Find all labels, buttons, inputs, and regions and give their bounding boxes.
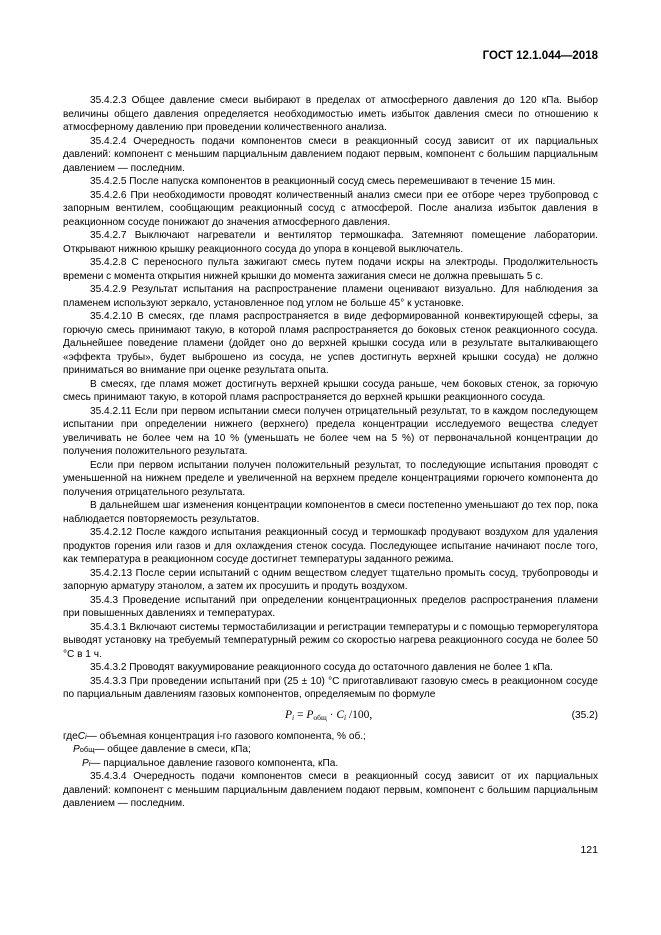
formula-35-2 [63, 704, 598, 730]
paragraph: 35.4.3.4 Очередность подачи компонентов смеси в реакционный сосуд зависит от их парциальных давлений: компонент с меньшим парциальным давлением подают первым, компонент с большим парциальным давлением — последним. [63, 771, 598, 809]
paragraph: 35.4.3.3 При проведении испытаний при (25 ± 10) °С приготавливают газовую смесь в реакционном сосуде по парциальным давлениям газовых компонентов, определяемым по формуле [63, 675, 598, 700]
paragraph: 35.4.3.2 Проводят вакуумирование реакционного сосуда до остаточного давления не более 1 кПа. [90, 662, 553, 673]
formula-expression: $P_i = P_{общ} \cdot C_i$ /100, [285, 708, 373, 722]
formula-number: (35.2) [571, 709, 598, 721]
legend-subscript: i [88, 758, 91, 768]
legend-item [63, 743, 598, 757]
paragraph: 35.4.2.10 В смесях, где пламя распространяется в виде деформированной конвектирующей сферы, за горючую смесь принимают такую, в которой пламя распространяется до боковых стенок реакционного сосуда. Дальнейшее поведение пламени (дойдет оно до верхней крышки сосуда или в результате выталкивающего «эффекта трубы», будет выброшено из сосуда, не успев достигнуть верхней крышки сосуда) не должно приниматься во внимание при оценке результата опыта. [63, 311, 598, 376]
paragraph: Если при первом испытании получен положительный результат, то последующие испытания проводят с уменьшенной на нижнем пределе и увеличенной на верхнем пределе концентрациями горючего компонента до получения отрицательного результата. [63, 459, 598, 498]
paragraph: 35.4.3.1 Включают системы термостабилизации и регистрации температуры и с помощью терморегулятора выводят установку на требуемый температурный режим со скоростью нагрева реакционного сосуда не более 50 °С в 1 ч. [63, 621, 598, 660]
paragraph: В смесях, где пламя может достигнуть верхней крышки сосуда раньше, чем боковых стенок, за горючую смесь принимают такую, в которой пламя распространяется до верхней крышки реакционного сосуда. [63, 378, 598, 403]
paragraph: 35.4.2.6 При необходимости проводят количественный анализ смеси при ее отборе через трубопровод с запорным вентилем, сообщающим реакционный сосуд с атмосферой. После анализа избыток давления в реакционном сосуде понижают до значения атмосферного давления. [63, 189, 598, 228]
paragraph: 35.4.2.11 Если при первом испытании смеси получен отрицательный результат, то в каждом последующем испытании при определении нижнего (верхнего) предела концентрации исследуемого вещества следует увеличивать не более чем на 10 % (уменьшать не более чем на 5 %) от первоначальной концентрации до получения положительного результата. [63, 405, 598, 457]
legend-text: — объемная концентрация i-го газового компонента, % об.; [86, 730, 366, 742]
legend-item [63, 757, 598, 771]
page-number: 121 [580, 844, 598, 856]
legend-symbol: P [73, 744, 80, 755]
paragraph: 35.4.2.13 После серии испытаний с одним веществом следует тщательно промыть сосуд, трубопроводы и запорную арматуру этанолом, а затем их просушить и продуть воздухом. [63, 567, 598, 592]
legend-text: — общее давление в смеси, кПа; [94, 744, 251, 755]
legend-symbol: P [82, 757, 89, 769]
formula-legend [63, 730, 598, 771]
paragraph: 35.4.2.5 После напуска компонентов в реакционный сосуд смесь перемешивают в течение 15 мин. [90, 176, 556, 187]
paragraph: 35.4.2.8 С переносного пульта зажигают смесь путем подачи искры на электроды. Продолжительность времени с момента открытия нижней крышки до момента зажигания смеси не должна превышать 5 с. [63, 257, 598, 282]
paragraph: В дальнейшем шаг изменения концентрации компонентов в смеси постепенно уменьшают до тех пор, пока наблюдается повторяемость результатов. [63, 500, 598, 525]
legend-prefix: где [63, 730, 78, 742]
page-body [63, 94, 598, 811]
legend-text: — парциальное давление газового компонента, кПа. [90, 757, 339, 769]
paragraph: 35.4.3 Проведение испытаний при определении концентрационных пределов распространения пламени при повышенных давлениях и температурах. [63, 594, 598, 619]
legend-item [63, 730, 598, 744]
paragraph: 35.4.2.9 Результат испытания на распространение пламени оценивают визуально. Для наблюдения за пламенем используют зеркало, установленное под углом не больше 45° к установке. [63, 284, 598, 309]
standard-header: ГОСТ 12.1.044—2018 [482, 50, 598, 62]
paragraph: 35.4.2.12 После каждого испытания реакционный сосуд и термошкаф продувают воздухом для удаления продуктов горения или газов и для охлаждения стенок сосуда. Последующее испытание начинают после того, как температура в реакционном сосуде достигнет температуры заданного режима. [63, 527, 598, 565]
paragraph: 35.4.2.7 Выключают нагреватели и вентилятор термошкафа. Затемняют помещение лаборатории. Открывают нижнюю крышку реакционного сосуда до упора в концевой выключатель. [63, 230, 598, 255]
legend-symbol: C [77, 730, 86, 742]
legend-subscript: i [85, 731, 87, 741]
paragraph: 35.4.2.3 Общее давление смеси выбирают в пределах от атмосферного давления до 120 кПа. Выбор величины общего давления определяется необходимостью иметь избыток давления смеси по отношению к атмосферному давлению при проведении количественного анализа. [63, 95, 598, 133]
paragraph: 35.4.2.4 Очередность подачи компонентов смеси в реакционный сосуд зависит от их парциальных давлений: компонент с меньшим парциальным давлением подают первым, компонент с большим парциальным давлением — последним. [63, 135, 598, 174]
legend-subscript: общ [79, 745, 95, 754]
